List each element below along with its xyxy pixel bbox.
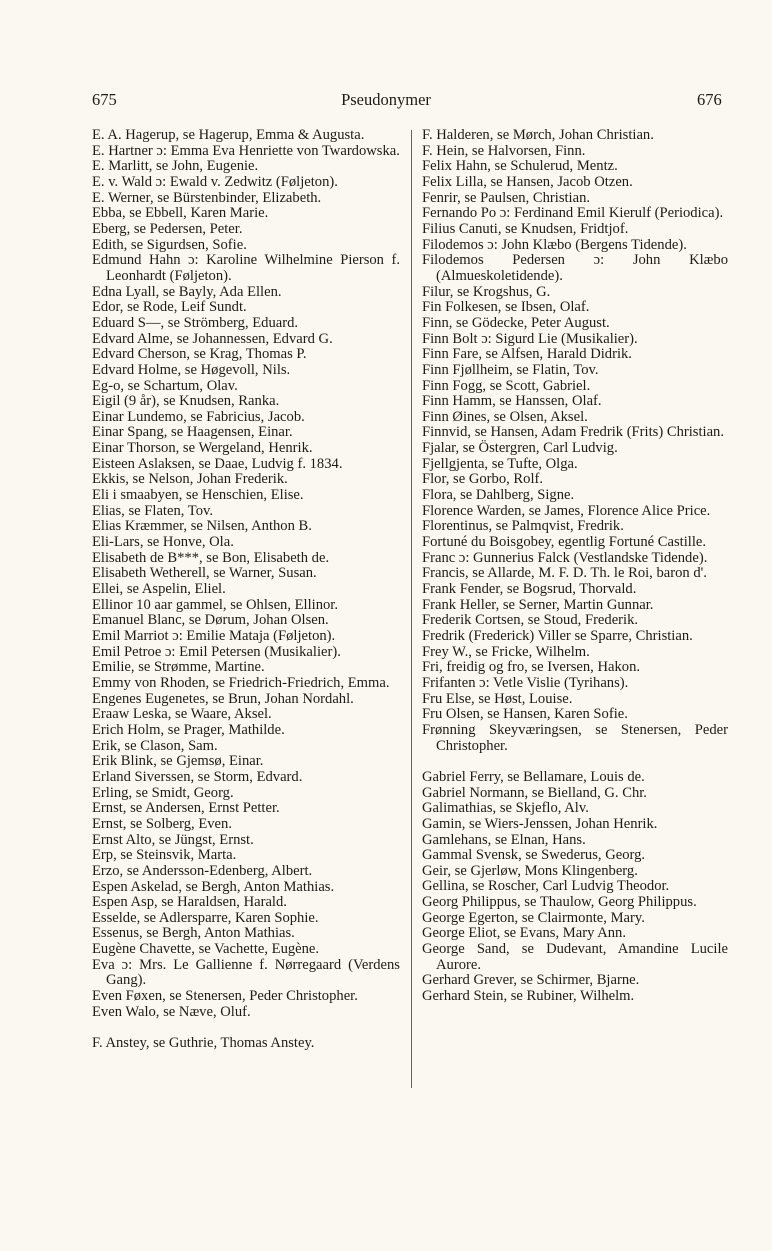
index-entry: Einar Lundemo, se Fabricius, Jacob. xyxy=(92,408,305,425)
index-entry: Felix Lilla, se Hansen, Jacob Otzen. xyxy=(422,173,633,190)
index-entry: Galimathias, se Skjeflo, Alv. xyxy=(422,800,589,817)
index-entry: Finn Fare, se Alfsen, Harald Didrik. xyxy=(422,346,632,363)
index-entry: Fenrir, se Paulsen, Christian. xyxy=(422,189,591,206)
index-entry: Frifanten ɔ: Vetle Vislie (Tyrihans). xyxy=(422,674,629,691)
index-entry: Florence Warden, se James, Florence Alice Price. xyxy=(422,502,711,519)
index-entry: Gerhard Stein, se Rubiner, Wilhelm. xyxy=(422,988,635,1005)
index-entry: Fortuné du Boisgobey, egentlig Fortuné Castille. xyxy=(422,534,707,551)
index-entry: Filur, se Krogshus, G. xyxy=(422,283,551,300)
index-entry: Ernst Alto, se Jüngst, Ernst. xyxy=(92,831,254,848)
index-entry: Geir, se Gjerløw, Mons Klingenberg. xyxy=(422,862,638,879)
index-entry: E. Marlitt, se John, Eugenie. xyxy=(92,158,259,175)
index-entry: Frønning Skeyværingsen, se Stenersen, Peder Christopher. xyxy=(422,721,728,754)
index-entry: Even Walo, se Næve, Oluf. xyxy=(92,1003,251,1020)
page-number-left: 675 xyxy=(92,90,117,109)
index-entry: Finn Bolt ɔ: Sigurd Lie (Musikalier). xyxy=(422,330,638,347)
index-entry: Eduard S—, se Strömberg, Eduard. xyxy=(92,314,299,331)
index-entry: E. Werner, se Bürstenbinder, Elizabeth. xyxy=(92,189,322,206)
index-entry: Finn Hamm, se Hanssen, Olaf. xyxy=(422,393,602,410)
index-entry: Eg-o, se Schartum, Olav. xyxy=(92,377,238,394)
index-entry: Frank Fender, se Bogsrud, Thorvald. xyxy=(422,581,637,598)
index-entry: Finn Øines, se Olsen, Aksel. xyxy=(422,408,588,425)
index-entry: Frank Heller, se Serner, Martin Gunnar. xyxy=(422,596,654,613)
index-entry: F. Anstey, se Guthrie, Thomas Anstey. xyxy=(92,1035,315,1052)
index-entry: Fjalar, se Östergren, Carl Ludvig. xyxy=(422,440,618,457)
index-entry: Felix Hahn, se Schulerud, Mentz. xyxy=(422,158,618,175)
index-entry: Erzo, se Andersson-Edenberg, Albert. xyxy=(92,862,313,879)
index-entry: Gerhard Grever, se Schirmer, Bjarne. xyxy=(422,972,640,989)
index-entry: Edith, se Sigurdsen, Sofie. xyxy=(92,236,247,253)
index-entry: Einar Spang, se Haagensen, Einar. xyxy=(92,424,293,441)
index-entry: Ernst, se Andersen, Ernst Petter. xyxy=(92,800,280,817)
index-entry: Franc ɔ: Gunnerius Falck (Vestlandske Tidende). xyxy=(422,549,708,566)
index-entry: E. Hartner ɔ: Emma Eva Henriette von Twardowska. xyxy=(92,142,400,159)
left-column xyxy=(92,128,400,1052)
index-entry: Erland Siverssen, se Storm, Edvard. xyxy=(92,768,303,785)
index-entry: Emilie, se Strømme, Martine. xyxy=(92,659,265,676)
index-entry: Fru Else, se Høst, Louise. xyxy=(422,690,573,707)
index-entry: Eva ɔ: Mrs. Le Gallienne f. Nørregaard (Verdens Gang). xyxy=(92,956,400,989)
index-entry: Gabriel Ferry, se Bellamare, Louis de. xyxy=(422,768,645,785)
index-entry: Fin Folkesen, se Ibsen, Olaf. xyxy=(422,299,590,316)
index-entry: Filius Canuti, se Knudsen, Fridtjof. xyxy=(422,220,629,237)
index-entry: Ekkis, se Nelson, Johan Frederik. xyxy=(92,471,288,488)
index-entry: Ellinor 10 aar gammel, se Ohlsen, Ellinor. xyxy=(92,596,339,613)
index-entry: F. Hein, se Halvorsen, Finn. xyxy=(422,142,586,159)
index-entry: Francis, se Allarde, M. F. D. Th. le Roi, baron d'. xyxy=(422,565,707,582)
section-gap xyxy=(422,754,728,770)
index-entry: Eli-Lars, se Honve, Ola. xyxy=(92,534,234,551)
right-column xyxy=(422,128,728,1005)
index-entry: Emil Petroe ɔ: Emil Petersen (Musikalier). xyxy=(92,643,341,660)
index-entry: Filodemos Pedersen ɔ: John Klæbo (Almueskoletidende). xyxy=(422,252,728,284)
index-entry: George Eliot, se Evans, Mary Ann. xyxy=(422,925,627,942)
index-entry: Eraaw Leska, se Waare, Aksel. xyxy=(92,706,272,723)
index-entry: Elisabeth Wetherell, se Warner, Susan. xyxy=(92,565,317,582)
index-entry: Erich Holm, se Prager, Mathilde. xyxy=(92,721,285,738)
index-entry: Edor, se Rode, Leif Sundt. xyxy=(92,299,247,316)
index-entry: Gamlehans, se Elnan, Hans. xyxy=(422,831,586,848)
index-entry: Erik, se Clason, Sam. xyxy=(92,737,218,754)
index-entry: Filodemos ɔ: John Klæbo (Bergens Tidende). xyxy=(422,236,687,253)
index-entry: E. A. Hagerup, se Hagerup, Emma & Augusta. xyxy=(92,127,365,143)
page-title: Pseudonymer xyxy=(341,90,431,109)
index-entry: Emmy von Rhoden, se Friedrich-Friedrich, Emma. xyxy=(92,674,390,691)
index-entry: Finn, se Gödecke, Peter August. xyxy=(422,314,610,331)
index-entry: Edna Lyall, se Bayly, Ada Ellen. xyxy=(92,283,282,300)
index-entry: Finn Fogg, se Scott, Gabriel. xyxy=(422,377,591,394)
index-entry: Eigil (9 år), se Knudsen, Ranka. xyxy=(92,393,280,410)
index-entry: Gabriel Normann, se Bielland, G. Chr. xyxy=(422,784,647,801)
index-entry: E. v. Wald ɔ: Ewald v. Zedwitz (Føljeton). xyxy=(92,173,338,190)
index-entry: Gamin, se Wiers-Jenssen, Johan Henrik. xyxy=(422,815,658,832)
index-entry: Ellei, se Aspelin, Eliel. xyxy=(92,581,226,598)
index-entry: Erp, se Steinsvik, Marta. xyxy=(92,847,237,864)
index-entry: Espen Asp, se Haraldsen, Harald. xyxy=(92,894,287,911)
index-entry: Eberg, se Pedersen, Peter. xyxy=(92,220,243,237)
index-entry: Elisabeth de B***, se Bon, Elisabeth de. xyxy=(92,549,330,566)
index-entry: Elias, se Flaten, Tov. xyxy=(92,502,213,519)
index-entry: Eli i smaabyen, se Henschien, Elise. xyxy=(92,487,304,504)
index-entry: Gellina, se Roscher, Carl Ludvig Theodor. xyxy=(422,878,670,895)
index-entry: Eisteen Aslaksen, se Daae, Ludvig f. 1834. xyxy=(92,455,343,472)
index-entry: Finn Fjøllheim, se Flatin, Tov. xyxy=(422,361,599,378)
index-entry: Gammal Svensk, se Swederus, Georg. xyxy=(422,847,646,864)
index-entry: Flor, se Gorbo, Rolf. xyxy=(422,471,544,488)
index-entry: George Sand, se Dudevant, Amandine Lucile Aurore. xyxy=(422,941,728,973)
index-entry: Emanuel Blanc, se Dørum, Johan Olsen. xyxy=(92,612,329,629)
index-entry: Edvard Holme, se Høgevoll, Nils. xyxy=(92,361,291,378)
index-entry: Emil Marriot ɔ: Emilie Mataja (Føljeton). xyxy=(92,628,336,644)
index-entry: Frey W., se Fricke, Wilhelm. xyxy=(422,643,590,660)
index-entry: Fredrik (Frederick) Viller se Sparre, Christian. xyxy=(422,628,693,644)
index-entry: Finnvid, se Hansen, Adam Fredrik (Frits) Christian. xyxy=(422,424,724,441)
index-entry: Essenus, se Bergh, Anton Mathias. xyxy=(92,925,295,942)
index-entry: Edvard Cherson, se Krag, Thomas P. xyxy=(92,346,307,363)
page-number-right: 676 xyxy=(697,90,722,109)
index-entry: Fri, freidig og fro, se Iversen, Hakon. xyxy=(422,659,641,676)
index-entry: Engenes Eugenetes, se Brun, Johan Nordahl. xyxy=(92,690,354,707)
index-entry: Einar Thorson, se Wergeland, Henrik. xyxy=(92,440,313,457)
index-entry: Erik Blink, se Gjemsø, Einar. xyxy=(92,753,264,770)
index-entry: Espen Askelad, se Bergh, Anton Mathias. xyxy=(92,878,335,895)
index-entry: Fernando Po ɔ: Ferdinand Emil Kierulf (Periodica). xyxy=(422,205,724,222)
index-entry: Erling, se Smidt, Georg. xyxy=(92,784,234,801)
index-entry: F. Halderen, se Mørch, Johan Christian. xyxy=(422,127,654,143)
index-entry: Flora, se Dahlberg, Signe. xyxy=(422,487,575,504)
column-divider xyxy=(411,130,412,1088)
index-entry: Edmund Hahn ɔ: Karoline Wilhelmine Pierson f. Leonhardt (Føljeton). xyxy=(92,252,400,284)
index-entry: Ernst, se Solberg, Even. xyxy=(92,815,232,832)
index-entry: Georg Philippus, se Thaulow, Georg Philippus. xyxy=(422,894,697,911)
index-entry: Fru Olsen, se Hansen, Karen Sofie. xyxy=(422,706,628,723)
index-entry: Esselde, se Adlersparre, Karen Sophie. xyxy=(92,909,319,926)
index-entry: Fjellgjenta, se Tufte, Olga. xyxy=(422,455,578,472)
index-entry: Eugène Chavette, se Vachette, Eugène. xyxy=(92,941,320,958)
index-entry: Edvard Alme, se Johannessen, Edvard G. xyxy=(92,330,333,347)
index-entry: Even Føxen, se Stenersen, Peder Christopher. xyxy=(92,988,358,1005)
section-gap xyxy=(92,1020,400,1036)
index-entry: George Egerton, se Clairmonte, Mary. xyxy=(422,909,645,926)
index-entry: Elias Kræmmer, se Nilsen, Anthon B. xyxy=(92,518,312,535)
index-entry: Ebba, se Ebbell, Karen Marie. xyxy=(92,205,269,222)
index-entry: Florentinus, se Palmqvist, Fredrik. xyxy=(422,518,624,535)
index-entry: Frederik Cortsen, se Stoud, Frederik. xyxy=(422,612,639,629)
